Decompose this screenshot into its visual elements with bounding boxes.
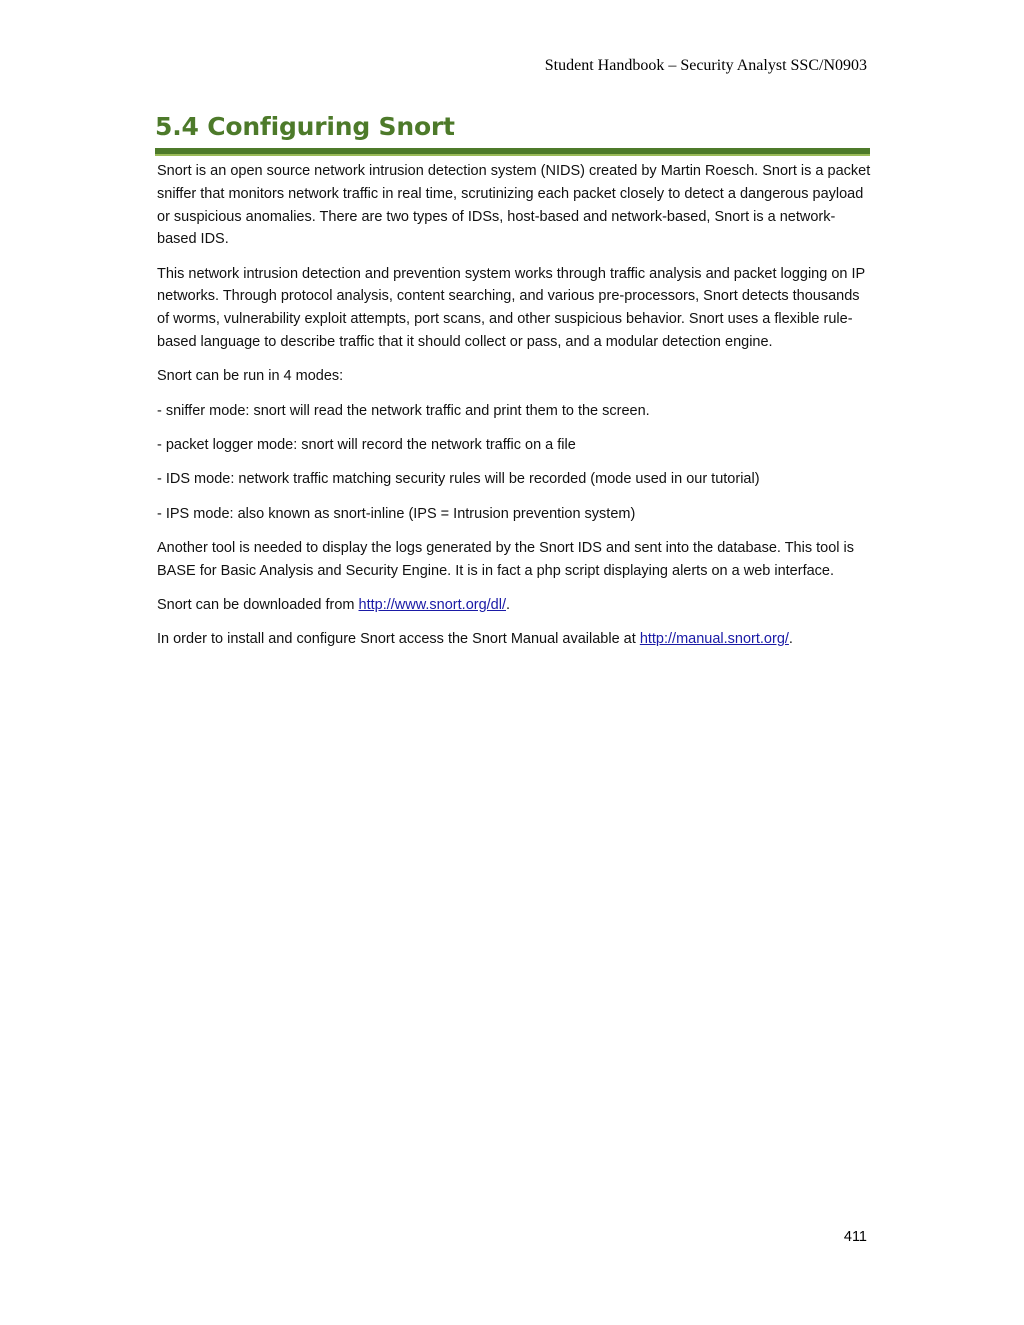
section-title: 5.4 Configuring Snort	[155, 112, 455, 141]
title-underline	[155, 148, 870, 156]
download-suffix: .	[506, 596, 511, 613]
paragraph-base-tool: Another tool is needed to display the logs generated by the Snort IDS and sent into the database. This tool is BASE for Basic Analysis and Security Engine. It is in fact a php script displaying alerts on a web interface.	[157, 539, 854, 579]
mode-item-sniffer: - sniffer mode: snort will read the network traffic and print them to the screen.	[157, 402, 650, 419]
manual-text: In order to install and configure Snort access the Snort Manual available at	[157, 631, 640, 648]
snort-manual-link[interactable]: http://manual.snort.org/	[639, 631, 789, 648]
mode-item-packet-logger: - packet logger mode: snort will record the network traffic on a file	[157, 436, 576, 453]
running-header: Student Handbook – Security Analyst SSC/N0903	[544, 57, 867, 74]
body-content	[157, 160, 872, 663]
paragraph-intro: Snort is an open source network intrusion detection system (NIDS) created by Martin Roesch. Snort is a packet sniffer that monitors network traffic in real time, scrutinizing each packet closely to detect a dangerous payload or suspicious anomalies. There are two types of IDSs, host-based and network-based, Snort is a network-based IDS.	[157, 163, 871, 248]
mode-item-ids: - IDS mode: network traffic matching security rules will be recorded (mode used in our tutorial)	[157, 471, 760, 488]
manual-suffix: .	[788, 631, 793, 648]
paragraph-description: This network intrusion detection and prevention system works through traffic analysis and packet logging on IP networks. Through protocol analysis, content searching, and various pre-processors, Snort detects thousands of worms, vulnerability exploit attempts, port scans, and other suspicious behavior. Snort uses a flexible rule-based language to describe traffic that it should collect or pass, and a modular detection engine.	[157, 265, 865, 351]
page-number: 411	[843, 1229, 867, 1245]
paragraph-download	[157, 594, 872, 617]
mode-item-ips: - IPS mode: also known as snort-inline (IPS = Intrusion prevention system)	[157, 505, 636, 522]
download-text: Snort can be downloaded from	[157, 596, 359, 613]
snort-download-link[interactable]: http://www.snort.org/dl/	[358, 596, 506, 613]
paragraph-manual	[157, 628, 872, 651]
paragraph-modes-intro: Snort can be run in 4 modes:	[157, 368, 344, 385]
